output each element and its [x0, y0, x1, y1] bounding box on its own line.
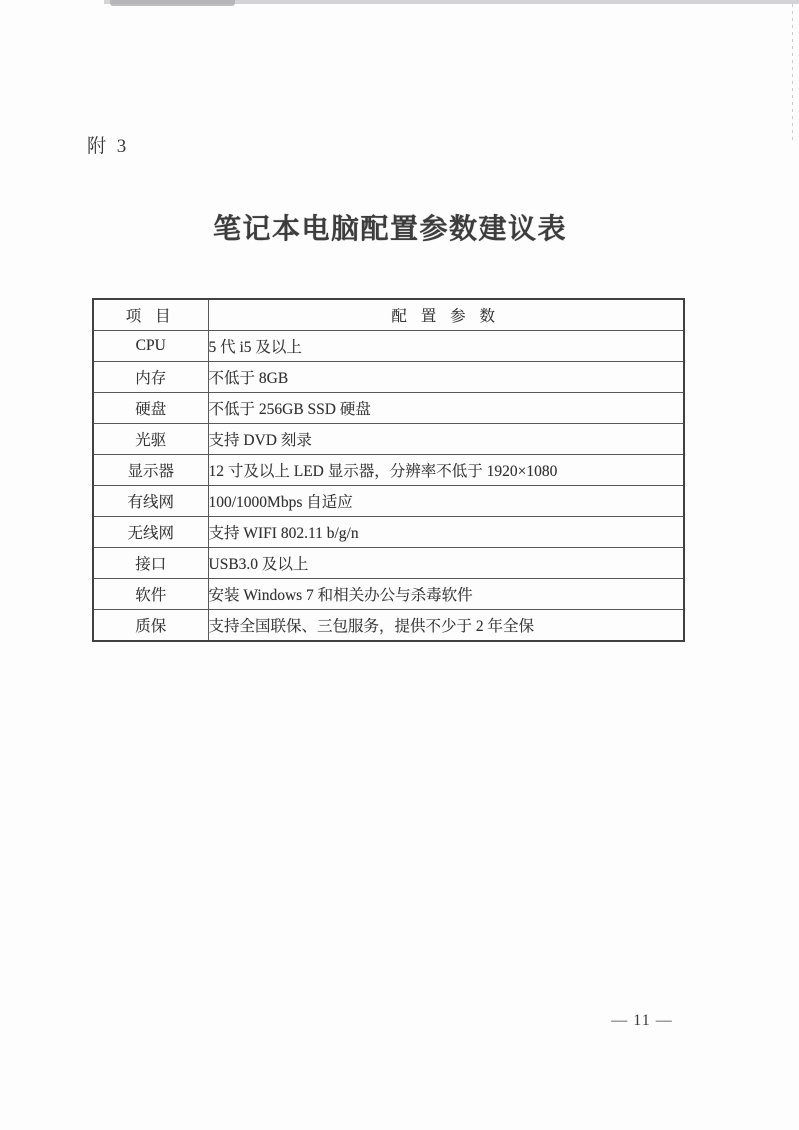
table-row	[93, 579, 684, 610]
scan-artifact-smudge	[110, 0, 235, 6]
table-row	[93, 393, 684, 424]
value-cell: 支持 WIFI 802.11 b/g/n	[208, 517, 684, 548]
document-title: 笔记本电脑配置参数建议表	[212, 214, 567, 245]
table-header-row	[93, 299, 684, 331]
value-cell: 100/1000Mbps 自适应	[208, 486, 684, 517]
header-value: 配 置 参 数	[208, 299, 684, 331]
table-row	[93, 331, 684, 362]
table-row	[93, 455, 684, 486]
item-cell: 硬盘	[93, 393, 208, 424]
item-cell: 显示器	[93, 455, 208, 486]
value-cell: 5 代 i5 及以上	[208, 331, 684, 362]
value-cell: 12 寸及以上 LED 显示器，分辨率不低于 1920×1080	[208, 455, 684, 486]
item-cell: 无线网	[93, 517, 208, 548]
table-row	[93, 486, 684, 517]
table-row	[93, 517, 684, 548]
spec-table	[92, 298, 685, 642]
attachment-label: 附 3	[87, 136, 130, 157]
table-row	[93, 362, 684, 393]
table-row	[93, 610, 684, 642]
value-cell: 不低于 256GB SSD 硬盘	[208, 393, 684, 424]
value-cell: 支持全国联保、三包服务，提供不少于 2 年全保	[208, 610, 684, 642]
table-row	[93, 548, 684, 579]
item-cell: 光驱	[93, 424, 208, 455]
item-cell: 接口	[93, 548, 208, 579]
item-cell: 质保	[93, 610, 208, 642]
value-cell: 不低于 8GB	[208, 362, 684, 393]
table-row	[93, 424, 684, 455]
page-number: — 11 —	[611, 1012, 673, 1029]
value-cell: 支持 DVD 刻录	[208, 424, 684, 455]
scan-artifact-right-edge	[792, 4, 793, 144]
item-cell: 软件	[93, 579, 208, 610]
item-cell: 有线网	[93, 486, 208, 517]
item-cell: CPU	[93, 331, 208, 362]
header-item: 项 目	[93, 299, 208, 331]
value-cell: USB3.0 及以上	[208, 548, 684, 579]
item-cell: 内存	[93, 362, 208, 393]
value-cell: 安装 Windows 7 和相关办公与杀毒软件	[208, 579, 684, 610]
